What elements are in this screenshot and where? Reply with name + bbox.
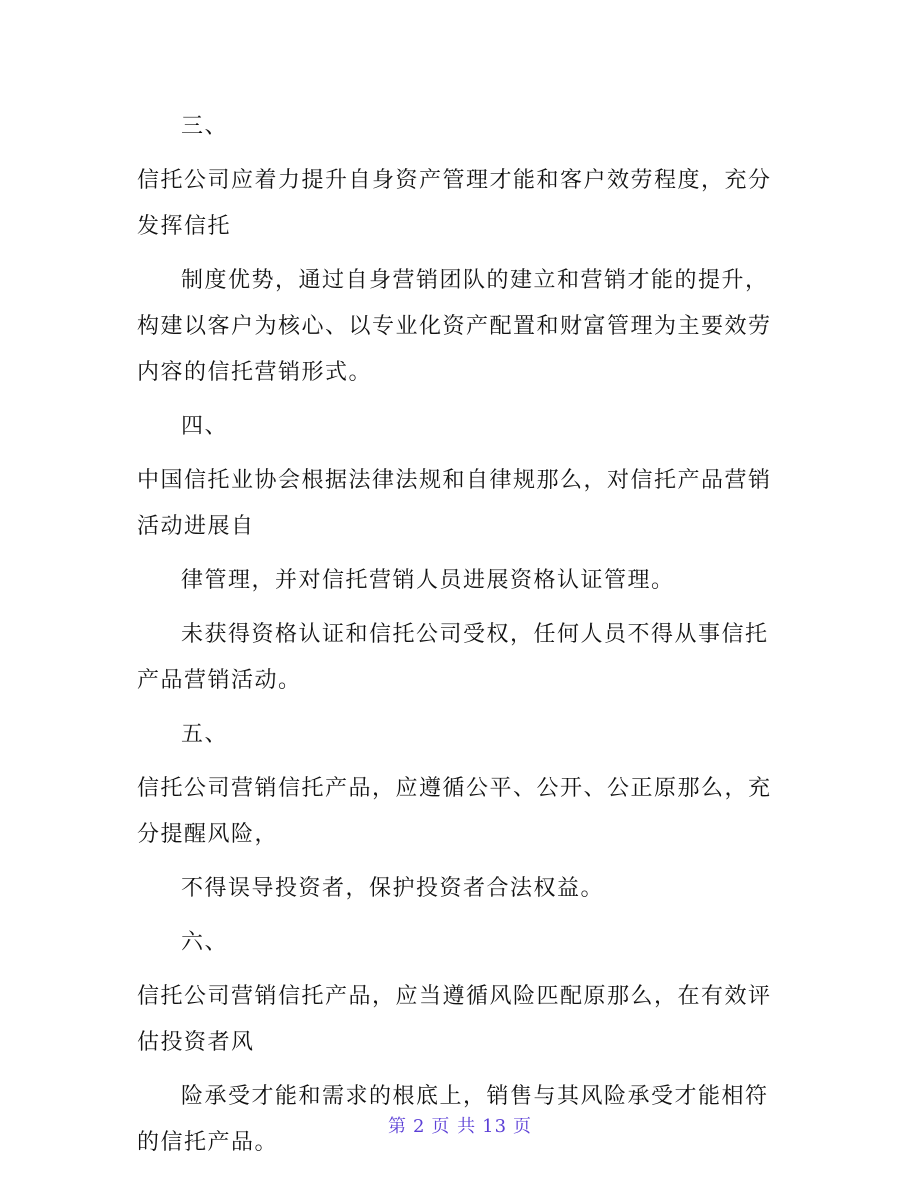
paragraph-line: 构建以客户为核心、以专业化资产配置和财富管理为主要效劳	[137, 314, 772, 339]
paragraph-line: 内容的信托营销形式。	[137, 360, 373, 385]
paragraph-line: 信托公司应着力提升自身资产管理才能和客户效劳程度，充分	[137, 168, 772, 193]
paragraph-line: 的信托产品。	[137, 1130, 279, 1155]
document-body	[137, 104, 792, 1166]
paragraph-line: 制度优势，通过自身营销团队的建立和营销才能的提升，	[181, 268, 769, 293]
paragraph-line: 中国信托业协会根据法律法规和自律规那么，对信托产品营销	[137, 468, 772, 493]
paragraph-line: 估投资者风	[137, 1030, 255, 1055]
footer-suffix: 页	[513, 1116, 533, 1137]
paragraph-line: 分提醒风险，	[137, 822, 279, 847]
paragraph-line: 信托公司营销信托产品，应遵循公平、公开、公正原那么，充	[137, 776, 772, 801]
paragraph-line: 不得误导投资者，保护投资者合法权益。	[181, 876, 605, 901]
section-heading-3: 三、	[181, 114, 229, 139]
paragraph-line: 发挥信托	[137, 214, 232, 239]
footer-prefix: 第	[387, 1116, 407, 1137]
section-heading-6: 六、	[181, 930, 229, 955]
footer-page-number: 2	[412, 1116, 426, 1137]
page-footer	[0, 1112, 920, 1138]
footer-middle: 页 共	[431, 1116, 477, 1137]
paragraph-line: 信托公司营销信托产品，应当遵循风险匹配原那么，在有效评	[137, 984, 772, 1009]
paragraph-line: 律管理，并对信托营销人员进展资格认证管理。	[181, 568, 675, 593]
paragraph-line: 未获得资格认证和信托公司受权，任何人员不得从事信托	[181, 622, 769, 647]
paragraph-line: 活动进展自	[137, 514, 255, 539]
paragraph-line: 险承受才能和需求的根底上，销售与其风险承受才能相符	[181, 1084, 769, 1109]
section-heading-4: 四、	[181, 414, 229, 439]
paragraph-line: 产品营销活动。	[137, 668, 302, 693]
footer-total-pages: 13	[482, 1116, 508, 1137]
section-heading-5: 五、	[181, 722, 229, 747]
